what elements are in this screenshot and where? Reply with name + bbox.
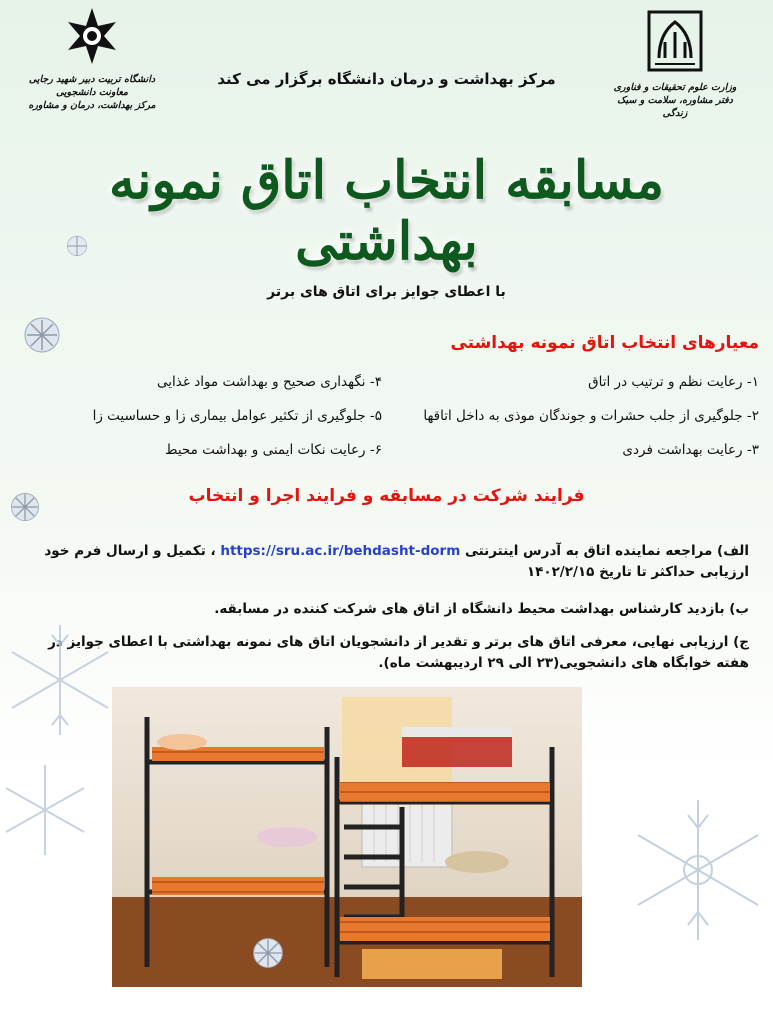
ministry-logo [605, 8, 745, 120]
university-logo [22, 6, 162, 112]
criteria-heading: معیارهای انتخاب اتاق نمونه بهداشتی [450, 333, 759, 353]
star-emblem-icon [59, 6, 125, 66]
criteria-item: ۶- رعایت نکات ایمنی و بهداشت محیط [165, 442, 382, 458]
ministry-emblem-icon [645, 8, 705, 74]
organizer-line: مرکز بهداشت و درمان دانشگاه برگزار می کند [217, 70, 556, 88]
university-logo-text: دانشگاه تربیت دبیر شهید رجایی معاونت دانشجویی مرکز بهداشت، درمان و مشاوره [28, 74, 156, 111]
snowflake-icon [250, 935, 286, 971]
snowflake-icon [603, 760, 773, 1020]
process-heading: فرایند شرکت در مسابقه و فرایند اجرا و انتخاب [188, 486, 585, 506]
criteria-item: ۳- رعایت بهداشت فردی [622, 442, 759, 458]
criteria-list-left [12, 374, 382, 476]
ministry-logo-text: وزارت علوم تحقیقات و فناوری دفتر مشاوره، سلامت و سبک زندگی [613, 82, 737, 119]
snowflake-icon [64, 233, 90, 259]
prizes-subtitle: با اعطای جوایز برای اتاق های برتر [267, 284, 506, 300]
snowflake-icon [0, 570, 150, 870]
snowflake-icon [8, 490, 42, 524]
criteria-item: ۴- نگهداری صحیح و بهداشت مواد غذایی [157, 374, 382, 390]
process-step-b: ب) بازدید کارشناس بهداشت محیط دانشگاه از اتاق های شرکت کننده در مسابقه. [214, 601, 749, 617]
criteria-list-right [359, 374, 759, 476]
process-step-c: ج) ارزیابی نهایی، معرفی اتاق های برتر و تقدیر از دانشجویان اتاق های نمونه بهداشتی با اعطای جوایز در هفته خوابگاه های دانشجویی(۲۳ الی ۲۹ اردیبهشت ماه). [48, 634, 749, 671]
step-a-text-continued: ، تکمیل و ارسال فرم خود ارزیابی حداکثر تا تاریخ ۱۴۰۲/۲/۱۵ [44, 543, 749, 580]
criteria-item: ۲- جلوگیری از جلب حشرات و جوندگان موذی به داخل اتاقها [423, 408, 759, 424]
criteria-item: ۱- رعایت نظم و ترتیب در اتاق [588, 374, 759, 390]
page-title: مسابقه انتخاب اتاق نمونه بهداشتی [109, 150, 664, 272]
snowflake-icon [22, 315, 62, 355]
dorm-room-photo [112, 687, 582, 987]
registration-link[interactable]: https://sru.ac.ir/behdasht-dorm [220, 543, 461, 559]
criteria-item: ۵- جلوگیری از تکثیر عوامل بیماری زا و حساسیت زا [92, 408, 382, 424]
step-a-text: الف) مراجعه نماینده اتاق به آدرس اینترنتی [464, 543, 749, 559]
